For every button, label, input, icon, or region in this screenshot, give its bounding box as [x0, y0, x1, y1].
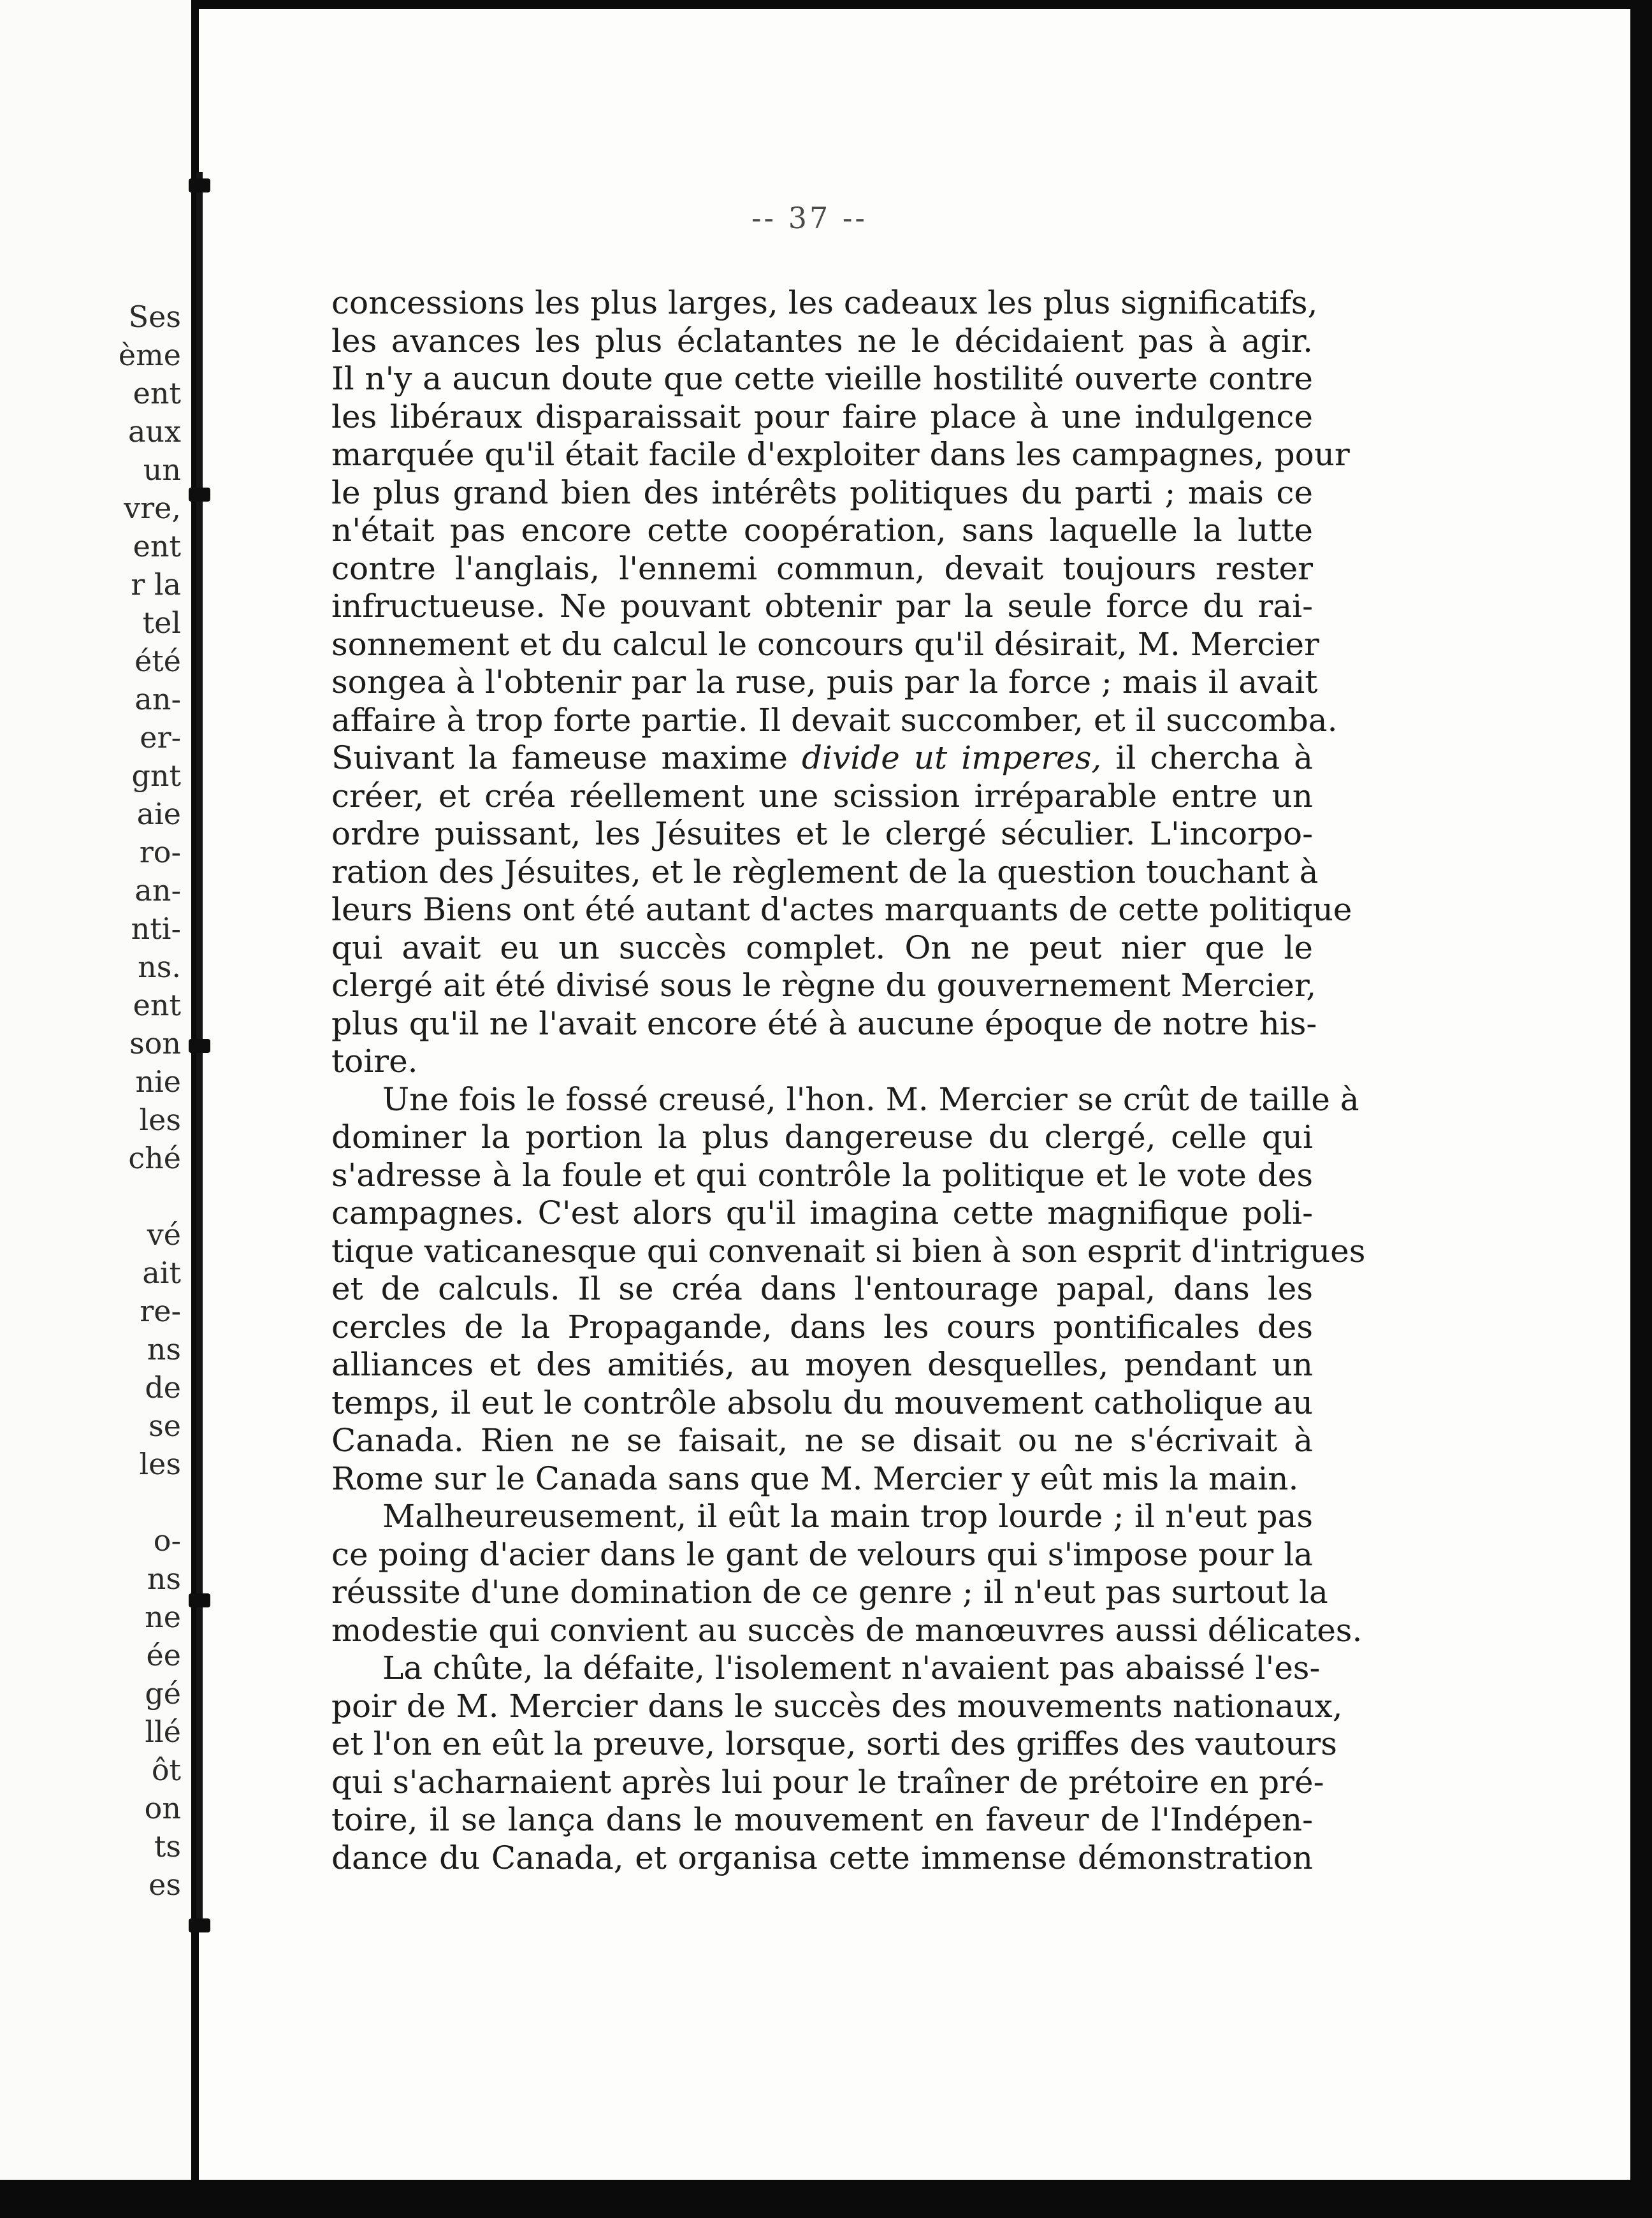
- text-segment: il chercha à: [1101, 739, 1313, 776]
- left-margin-fragment: gnt: [131, 758, 181, 793]
- left-margin-fragment: re-: [140, 1294, 181, 1328]
- text-line: qui s'acharnaient après lui pour le traîner de prétoire en pré-: [331, 1764, 1324, 1801]
- left-margin-fragment: ent: [133, 988, 181, 1022]
- left-facing-page: [0, 0, 191, 2180]
- page-number: -- 37 --: [751, 201, 867, 235]
- left-margin-fragment: ent: [133, 376, 181, 410]
- left-margin-fragment: vre,: [124, 491, 181, 525]
- left-margin-fragment: un: [143, 453, 181, 487]
- left-margin-fragment: été: [134, 644, 181, 678]
- text-line: réussite d'une domination de ce genre ; il n'eut pas surtout la: [331, 1574, 1328, 1611]
- left-margin-fragment: tel: [142, 605, 181, 640]
- binding-stitch: [189, 1918, 210, 1932]
- text-line: toire.: [331, 1043, 418, 1080]
- text-line: Malheureusement, il eût la main trop lourde ; il n'eut pas: [382, 1498, 1313, 1535]
- left-margin-fragment: an-: [134, 682, 181, 716]
- left-margin-fragment: nie: [135, 1064, 181, 1099]
- left-margin-fragment: aux: [128, 414, 181, 449]
- text-line: ce poing d'acier dans le gant de velours qui s'impose pour la: [331, 1536, 1313, 1573]
- text-line: affaire à trop forte partie. Il devait succomber, et il succomba.: [331, 702, 1338, 739]
- left-margin-fragment: de: [145, 1370, 181, 1405]
- left-margin-fragment: llé: [145, 1714, 181, 1749]
- left-margin-fragment: les: [139, 1447, 181, 1481]
- text-line: et l'on en eût la preuve, lorsque, sorti des griffes des vautours: [331, 1725, 1337, 1762]
- binding-stitch: [189, 1039, 210, 1053]
- binding-stitch: [189, 1593, 210, 1607]
- left-margin-fragment: se: [149, 1409, 181, 1443]
- text-line: marquée qu'il était facile d'exploiter dans les campagnes, pour: [331, 436, 1350, 473]
- left-margin-fragment: o-: [153, 1523, 181, 1558]
- text-line: Une fois le fossé creusé, l'hon. M. Mercier se crût de taille à: [382, 1081, 1359, 1118]
- text-line: leurs Biens ont été autant d'actes marquants de cette politique: [331, 891, 1352, 928]
- left-margin-fragment: gé: [145, 1676, 181, 1711]
- left-margin-fragment: ait: [142, 1256, 181, 1290]
- text-line: alliances et des amitiés, au moyen desquelles, pendant un: [331, 1346, 1313, 1383]
- left-margin-fragment: son: [129, 1026, 181, 1061]
- text-line: dominer la portion la plus dangereuse du clergé, celle qui: [331, 1119, 1313, 1156]
- text-line: songea à l'obtenir par la ruse, puis par la force ; mais il avait: [331, 663, 1318, 700]
- text-line: Il n'y a aucun doute que cette vieille hostilité ouverte contre: [331, 360, 1313, 397]
- text-line: ordre puissant, les Jésuites et le clergé séculier. L'incorpo-: [331, 815, 1313, 852]
- text-line: sonnement et du calcul le concours qu'il désirait, M. Mercier: [331, 626, 1319, 663]
- text-line: Rome sur le Canada sans que M. Mercier y eût mis la main.: [331, 1460, 1299, 1497]
- text-line: cercles de la Propagande, dans les cours pontificales des: [331, 1308, 1313, 1345]
- left-margin-fragment: er-: [140, 720, 181, 755]
- left-margin-fragment: ns: [147, 1562, 181, 1596]
- left-margin-fragment: les: [139, 1103, 181, 1137]
- left-margin-fragment: ns: [147, 1332, 181, 1366]
- text-line: modestie qui convient au succès de manœuvres aussi délicates.: [331, 1612, 1363, 1649]
- text-line: plus qu'il ne l'avait encore été à aucune époque de notre his-: [331, 1005, 1317, 1042]
- left-margin-fragment: nti-: [131, 911, 181, 946]
- text-line: les libéraux disparaissait pour faire place à une indulgence: [331, 398, 1313, 435]
- text-segment: Suivant la fameuse maxime: [331, 739, 802, 776]
- left-margin-fragment: ée: [146, 1638, 181, 1672]
- left-margin-fragment: ro-: [139, 835, 181, 869]
- left-margin-fragment: Ses: [128, 300, 181, 334]
- left-margin-fragment: on: [144, 1791, 181, 1825]
- left-margin-fragment: r la: [131, 567, 181, 602]
- text-line: temps, il eut le contrôle absolu du mouvement catholique au: [331, 1384, 1313, 1421]
- text-line: ration des Jésuites, et le règlement de la question touchant à: [331, 853, 1319, 890]
- text-line: infructueuse. Ne pouvant obtenir par la seule force du rai-: [331, 588, 1313, 625]
- text-line: contre l'anglais, l'ennemi commun, devait toujours rester: [331, 550, 1313, 587]
- text-line: dance du Canada, et organisa cette immense démonstration: [331, 1839, 1313, 1876]
- left-margin-fragment: ent: [133, 529, 181, 563]
- left-margin-fragment: vé: [147, 1217, 181, 1252]
- left-margin-fragment: aie: [136, 797, 181, 831]
- text-line: concessions les plus larges, les cadeaux les plus significatifs,: [331, 284, 1318, 321]
- text-line: créer, et créa réellement une scission irréparable entre un: [331, 778, 1313, 815]
- text-line: La chûte, la défaite, l'isolement n'avaient pas abaissé l'es-: [382, 1649, 1321, 1686]
- text-line: toire, il se lança dans le mouvement en faveur de l'Indépen-: [331, 1801, 1313, 1838]
- text-line: tique vaticanesque qui convenait si bien à son esprit d'intrigues: [331, 1233, 1366, 1270]
- binding-stitch: [189, 488, 210, 502]
- text-line: s'adresse à la foule et qui contrôle la politique et le vote des: [331, 1157, 1313, 1194]
- left-margin-fragment: ns.: [138, 950, 181, 984]
- text-line: [331, 739, 1313, 777]
- latin-maxim: divide ut imperes,: [802, 739, 1102, 776]
- left-margin-fragment: es: [149, 1867, 181, 1902]
- text-line: le plus grand bien des intérêts politiques du parti ; mais ce: [331, 474, 1313, 511]
- text-line: campagnes. C'est alors qu'il imagina cette magnifique poli-: [331, 1194, 1313, 1231]
- text-line: n'était pas encore cette coopération, sans laquelle la lutte: [331, 512, 1313, 549]
- left-margin-fragment: ché: [128, 1141, 181, 1175]
- binding-stitch: [189, 178, 210, 192]
- left-margin-fragment: ne: [145, 1600, 181, 1634]
- text-line: clergé ait été divisé sous le règne du gouvernement Mercier,: [331, 967, 1317, 1004]
- left-margin-fragment: ôt: [151, 1753, 181, 1787]
- left-margin-fragment: ème: [118, 338, 181, 372]
- left-margin-fragment: ts: [154, 1829, 181, 1864]
- left-margin-fragment: an-: [134, 873, 181, 908]
- text-line: les avances les plus éclatantes ne le décidaient pas à agir.: [331, 323, 1313, 359]
- text-line: qui avait eu un succès complet. On ne peut nier que le: [331, 929, 1313, 966]
- text-line: et de calculs. Il se créa dans l'entourage papal, dans les: [331, 1270, 1313, 1307]
- text-line: poir de M. Mercier dans le succès des mouvements nationaux,: [331, 1688, 1343, 1725]
- text-line: Canada. Rien ne se faisait, ne se disait ou ne s'écrivait à: [331, 1422, 1313, 1459]
